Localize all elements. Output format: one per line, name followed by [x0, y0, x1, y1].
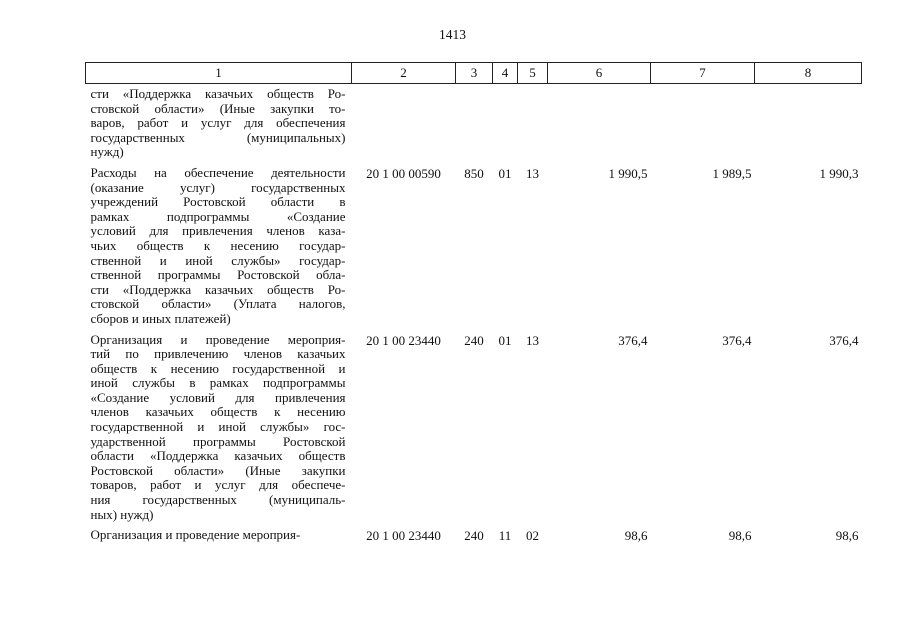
table-row — [86, 166, 862, 333]
amount-cell: 98,6 — [835, 528, 859, 544]
column-header: 3 — [456, 63, 493, 84]
table-row — [86, 84, 862, 166]
expense-type-code — [456, 84, 493, 166]
target-article-code: 20 1 00 23440 — [366, 332, 441, 348]
row-description — [86, 528, 352, 549]
subsection-code: 13 — [526, 332, 539, 348]
description-line: варов, работ и услуг для обеспечения — [90, 115, 346, 131]
description-line: стовской области» (Уплата налогов, — [90, 296, 346, 312]
expense-type-code: 240 — [464, 332, 484, 348]
target-article-code: 20 1 00 23440 — [366, 528, 441, 544]
amount-cell: 1 989,5 — [712, 165, 752, 181]
amount-cell: 1 990,3 — [819, 165, 859, 181]
description-line: рамках подпрограммы «Создание — [90, 208, 346, 224]
description-line: ственной и иной службы» государ- — [90, 252, 346, 268]
description-line: учреждений Ростовской области в — [90, 194, 346, 210]
description-line: Ростовской области» (Иные закупки — [90, 462, 346, 478]
amount-cell — [755, 84, 862, 166]
row-description — [86, 166, 352, 333]
description-line: ных) нужд) — [90, 506, 154, 522]
description-line: нужд) — [90, 144, 124, 160]
description-line: сти «Поддержка казачьих обществ Ро- — [90, 86, 346, 101]
description-line: тий по привлечению членов казачьих — [90, 346, 346, 362]
amount-cell: 376,4 — [722, 332, 752, 348]
amount-cell: 1 990,5 — [608, 165, 648, 181]
section-code: 11 — [498, 528, 512, 544]
page-number: 1413 — [439, 27, 466, 42]
amount-cell: 376,4 — [829, 332, 859, 348]
description-line: иной службы в рамках подпрограммы — [90, 375, 346, 391]
description-line: государственной и иной службы» гос- — [90, 419, 346, 435]
table-row — [86, 333, 862, 529]
description-line: обществ к несению государственной и — [90, 360, 346, 376]
subsection-code: 02 — [526, 528, 539, 544]
target-article-code: 20 1 00 00590 — [366, 165, 441, 181]
description-line: (оказание услуг) государственных — [90, 179, 346, 195]
amount-cell: 98,6 — [728, 528, 752, 544]
amount-cell — [548, 84, 651, 166]
description-line: сборов и иных платежей) — [90, 310, 231, 326]
amount-cell: 376,4 — [618, 332, 648, 348]
amount-cell: 98,6 — [624, 528, 648, 544]
column-header: 4 — [493, 63, 518, 84]
description-line: Организация и проведение мероприя- — [90, 331, 346, 347]
expense-type-code: 240 — [464, 528, 484, 544]
row-description — [86, 333, 352, 529]
column-header: 8 — [755, 63, 862, 84]
column-header: 1 — [86, 63, 352, 84]
description-line: ударственной программы Ростовской — [90, 433, 346, 449]
section-code: 01 — [498, 165, 512, 181]
header-row — [86, 63, 862, 84]
description-line: области «Поддержка казачьих обществ — [90, 448, 346, 464]
description-line: сти «Поддержка казачьих обществ Ро- — [90, 281, 346, 297]
description-line: условий для привлечения членов каза- — [90, 223, 346, 239]
budget-table — [85, 62, 862, 549]
amount-cell — [651, 84, 755, 166]
description-line: Организация и проведение мероприя- — [90, 527, 301, 543]
section-code: 01 — [498, 332, 512, 348]
section-code — [493, 84, 518, 166]
table-row — [86, 528, 862, 549]
column-header: 6 — [548, 63, 651, 84]
description-line: государственных (муниципальных) — [90, 129, 346, 145]
column-header: 5 — [518, 63, 548, 84]
description-line: ния государственных (муниципаль- — [90, 492, 346, 508]
column-header: 7 — [651, 63, 755, 84]
description-line: чьих обществ к несению государ- — [90, 237, 346, 253]
description-line: стовской области» (Иные закупки то- — [90, 100, 346, 116]
description-line: ственной программы Ростовской обла- — [90, 267, 346, 283]
target-article-code — [352, 84, 456, 166]
expense-type-code: 850 — [464, 165, 484, 181]
description-line: «Создание условий для привлечения — [90, 389, 346, 405]
row-description — [86, 84, 352, 166]
subsection-code: 13 — [526, 165, 539, 181]
subsection-code — [518, 84, 548, 166]
description-line: Расходы на обеспечение деятельности — [90, 164, 346, 180]
description-line: членов казачьих обществ к несению — [90, 404, 346, 420]
column-header: 2 — [352, 63, 456, 84]
description-line: товаров, работ и услуг для обеспече- — [90, 477, 346, 493]
